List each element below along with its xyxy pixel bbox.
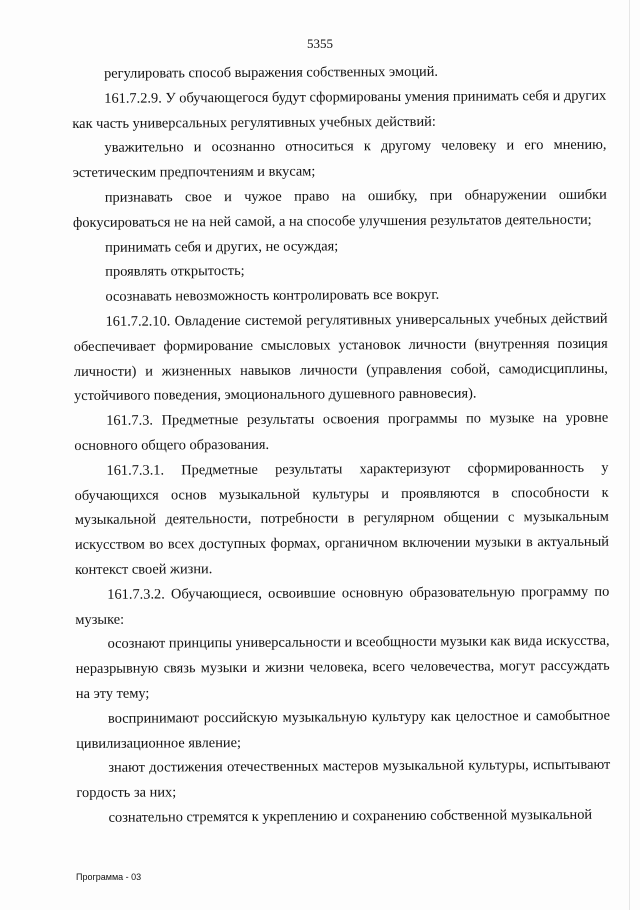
paragraph: 161.7.3.2. Обучающиеся, освоившие основную образовательную программу по музыке: [75, 583, 610, 628]
paragraph: воспринимают российскую музыкальную культуру как целостное и самобытное цивилизационное явление; [76, 707, 611, 752]
paragraph: 161.7.2.10. Овладение системой регулятивных универсальных учебных действий обеспечивает формирование смысловых установок личности (внутренняя позиция личности) и жизненных навыков личности (управления собой, самодисциплины, устойчивого поведения, эмоционального душевного равновесия). [73, 310, 608, 405]
paragraph: регулировать способ выражения собственных эмоций. [104, 63, 439, 82]
footer-label: Программа - 03 [76, 872, 142, 882]
paragraph: уважительно и осознанно относиться к другому человеку и его мнению, эстетическим предпочтениям и вкусам; [72, 137, 607, 182]
paragraph: знают достижения отечественных мастеров музыкальной культуры, испытывают гордость за них; [76, 757, 611, 802]
scan-edge [629, 0, 630, 910]
paragraph: 161.7.3. Предметные результаты освоения программы по музыке на уровне основного общего образования. [74, 409, 609, 454]
paragraph: осознавать невозможность контролировать все вокруг. [105, 286, 440, 305]
paragraph: сознательно стремятся к укреплению и сохранению собственной музыкальной [108, 806, 593, 826]
paragraph: принимать себя и других, не осуждая; [105, 237, 339, 256]
paragraph: 161.7.3.1. Предметные результаты характеризуют сформированность у обучающихся основ музыкальной культуры и проявляются в способности к музыкальной деятельности, потребности в регулярном общении с музыкальным искусством во всех доступных формах, органичном включении музыки в актуальный контекст своей жизни. [74, 459, 609, 578]
paragraph: осознают принципы универсальности и всеобщности музыки как вида искусства, неразрывную связь музыки и жизни человека, всего человечества, могут рассуждать на эту тему; [75, 633, 610, 702]
paragraph: проявлять открытость; [105, 263, 245, 281]
paragraph: 161.7.2.9. У обучающегося будут сформированы умения принимать себя и других как часть универсальных регулятивных учебных действий: [72, 87, 607, 132]
page-number: 5355 [307, 36, 333, 51]
paragraph: признавать свое и чужое право на ошибку, при обнаружении ошибки фокусироваться не на ней самой, а на способе улучшения результатов деятельности; [72, 186, 607, 231]
document-body [72, 59, 611, 831]
